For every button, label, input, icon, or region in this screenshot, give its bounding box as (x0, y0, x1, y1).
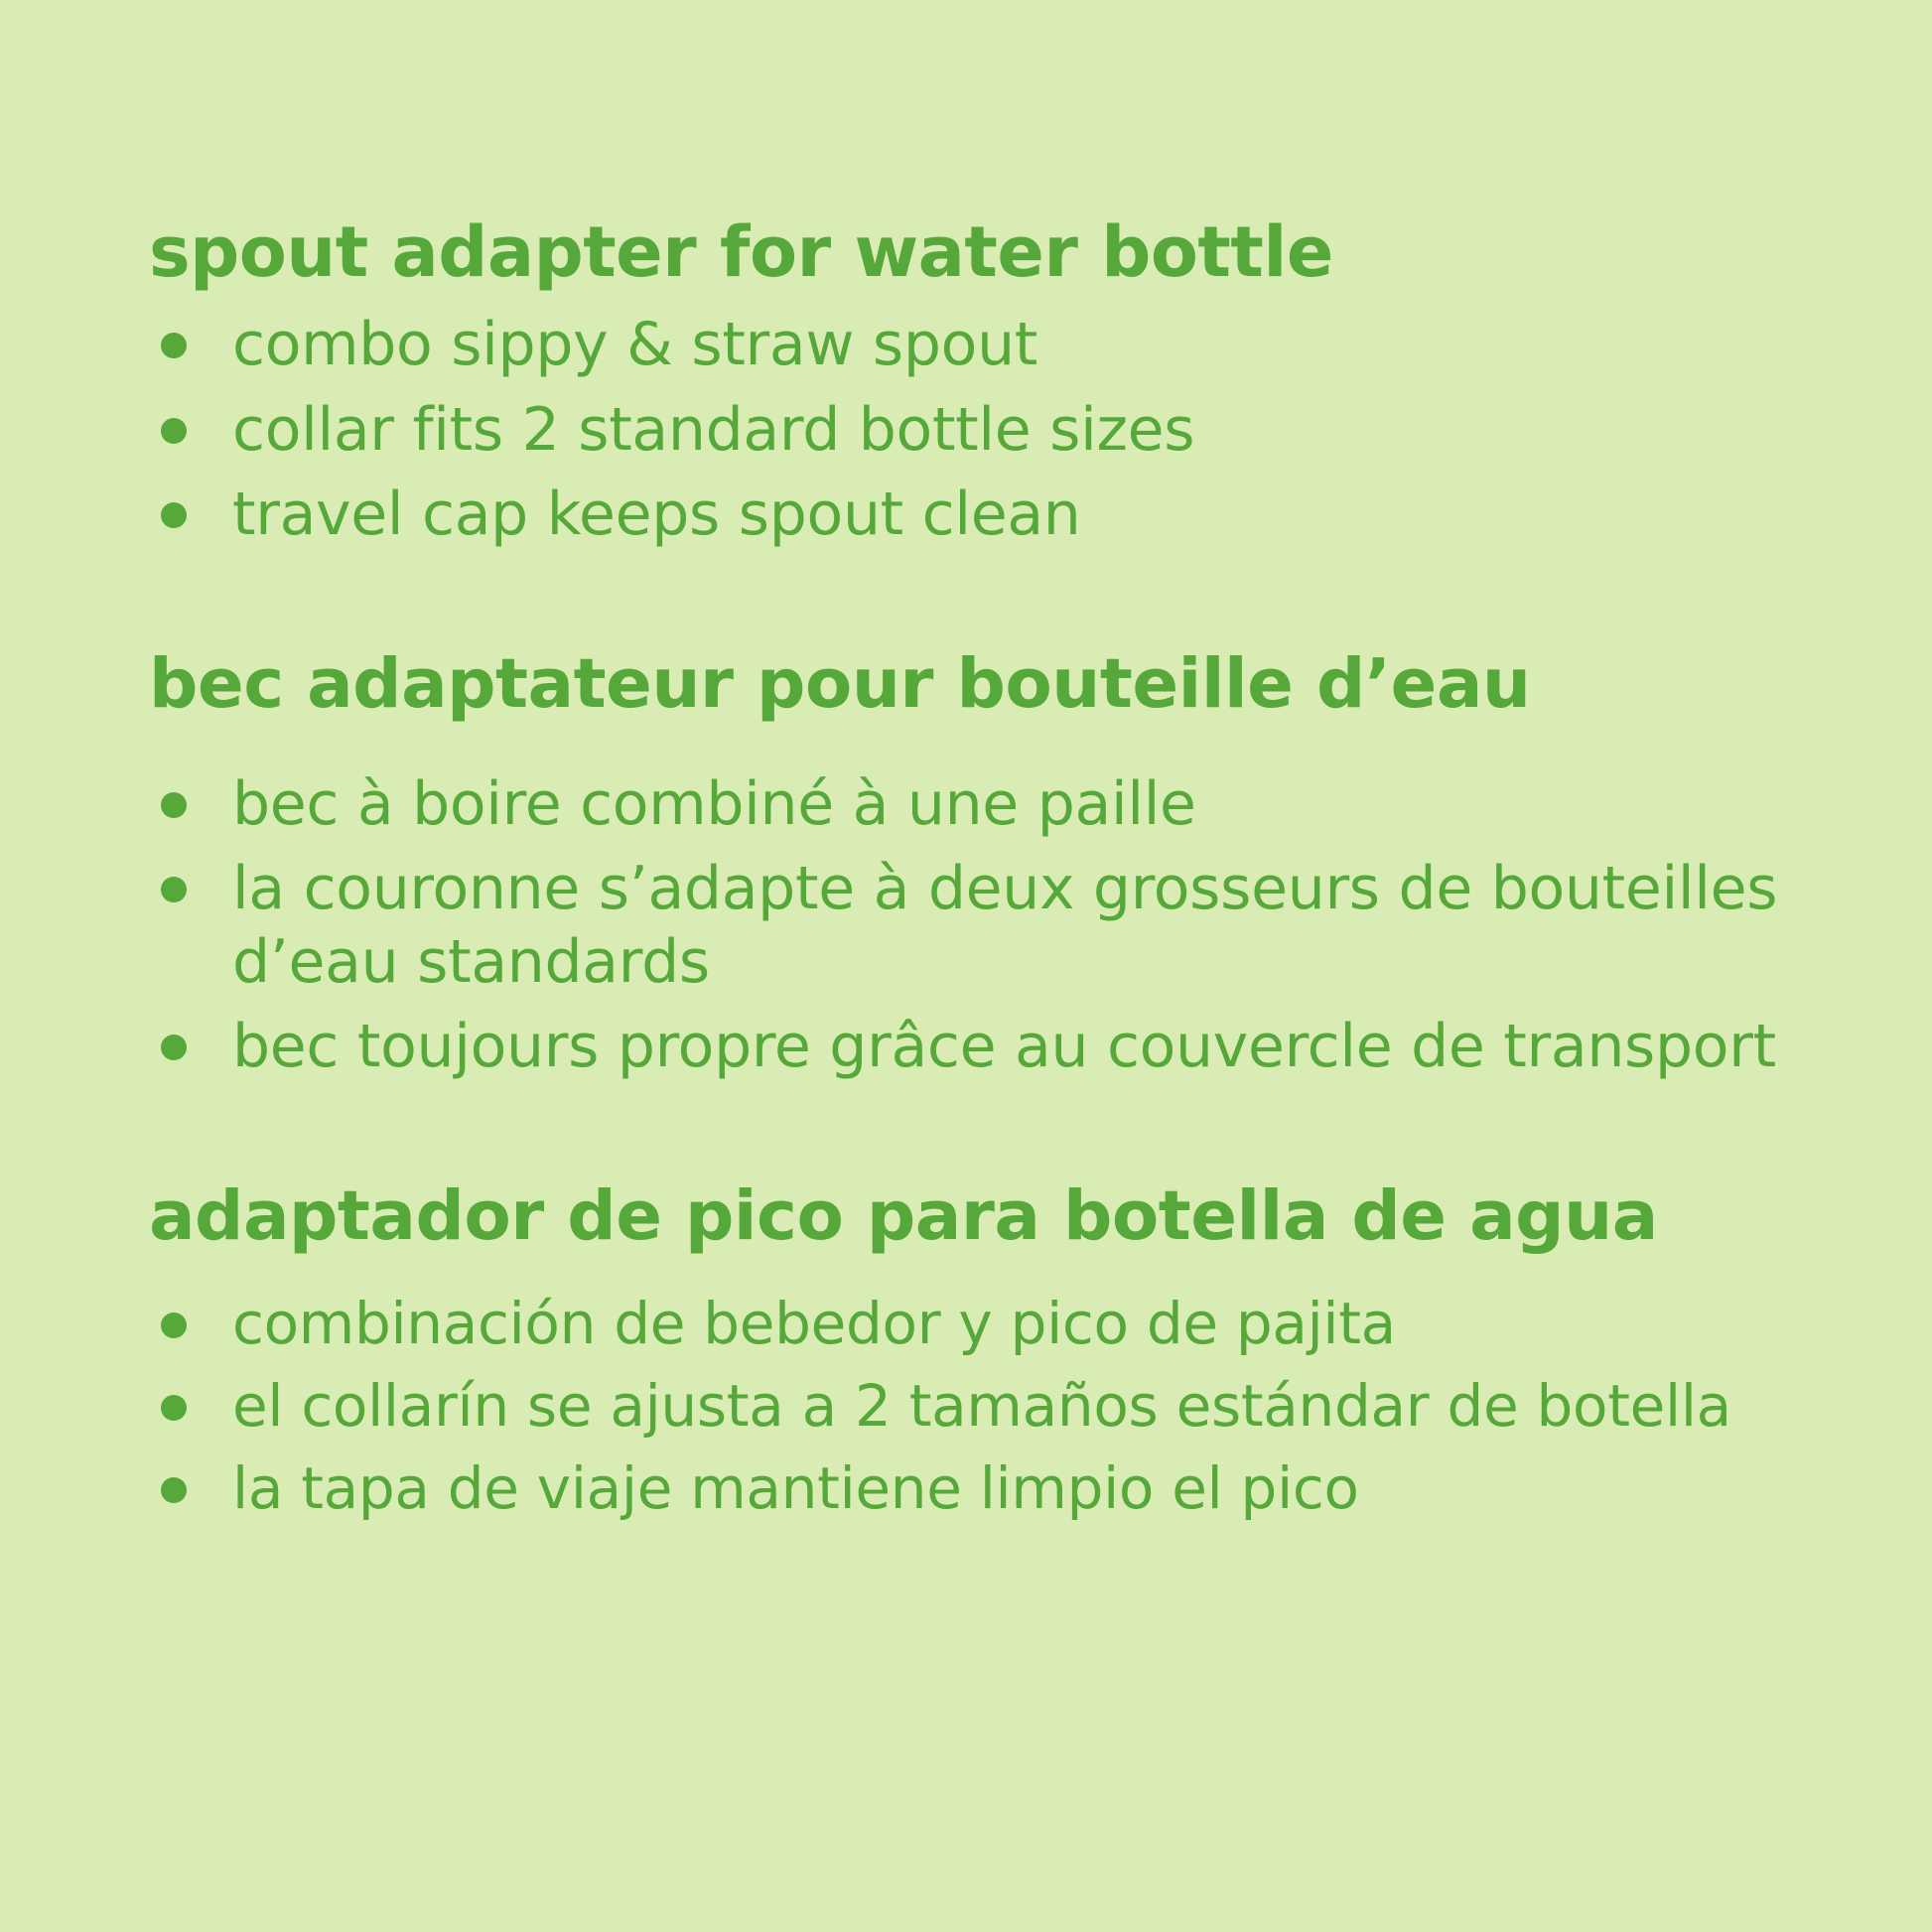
list-item (139, 768, 1793, 841)
bullet-dot-icon (161, 792, 187, 818)
bullet-text: el collarín se ajusta a 2 tamaños estándar de botella (232, 1371, 1731, 1440)
list-item (139, 853, 1793, 998)
section-heading-english: spout adapter for water bottle (149, 211, 1333, 293)
bullet-dot-icon (161, 877, 187, 902)
bullet-dot-icon (161, 1477, 187, 1503)
bullet-dot-icon (161, 418, 187, 444)
bullet-list-spanish (139, 1289, 1793, 1523)
bullet-text: bec à boire combiné à une paille (232, 769, 1196, 840)
list-item (139, 394, 1793, 467)
list-item (139, 1453, 1793, 1524)
bullet-text: collar fits 2 standard bottle sizes (232, 394, 1195, 465)
bullet-text: bec toujours propre grâce au couvercle de transport (232, 1011, 1776, 1081)
list-item (139, 479, 1793, 551)
bullet-list-french (139, 768, 1793, 1083)
section-french (139, 643, 1793, 1083)
bullet-dot-icon (161, 1035, 187, 1060)
bullet-text: la couronne s’adapte à deux grosseurs de bouteilles d’eau standards (232, 854, 1778, 997)
bullet-dot-icon (161, 502, 187, 528)
bullet-list-english (139, 309, 1793, 551)
bullet-dot-icon (161, 333, 187, 358)
bullet-dot-icon (161, 1395, 187, 1421)
list-item (139, 1011, 1793, 1083)
section-heading-french: bec adaptateur pour bouteille d’eau (149, 643, 1531, 724)
bullet-text: combinación de bebedor y pico de pajita (232, 1290, 1396, 1358)
section-heading-spanish: adaptador de pico para botella de agua (149, 1175, 1658, 1256)
bullet-text: travel cap keeps spout clean (232, 479, 1081, 549)
section-english (139, 213, 1793, 551)
list-item (139, 309, 1793, 381)
list-item (139, 1371, 1793, 1442)
bullet-dot-icon (161, 1312, 187, 1338)
bullet-text: la tapa de viaje mantiene limpio el pico (232, 1453, 1359, 1522)
bullet-text: combo sippy & straw spout (232, 310, 1038, 380)
list-item (139, 1289, 1793, 1359)
section-spanish (139, 1175, 1793, 1524)
